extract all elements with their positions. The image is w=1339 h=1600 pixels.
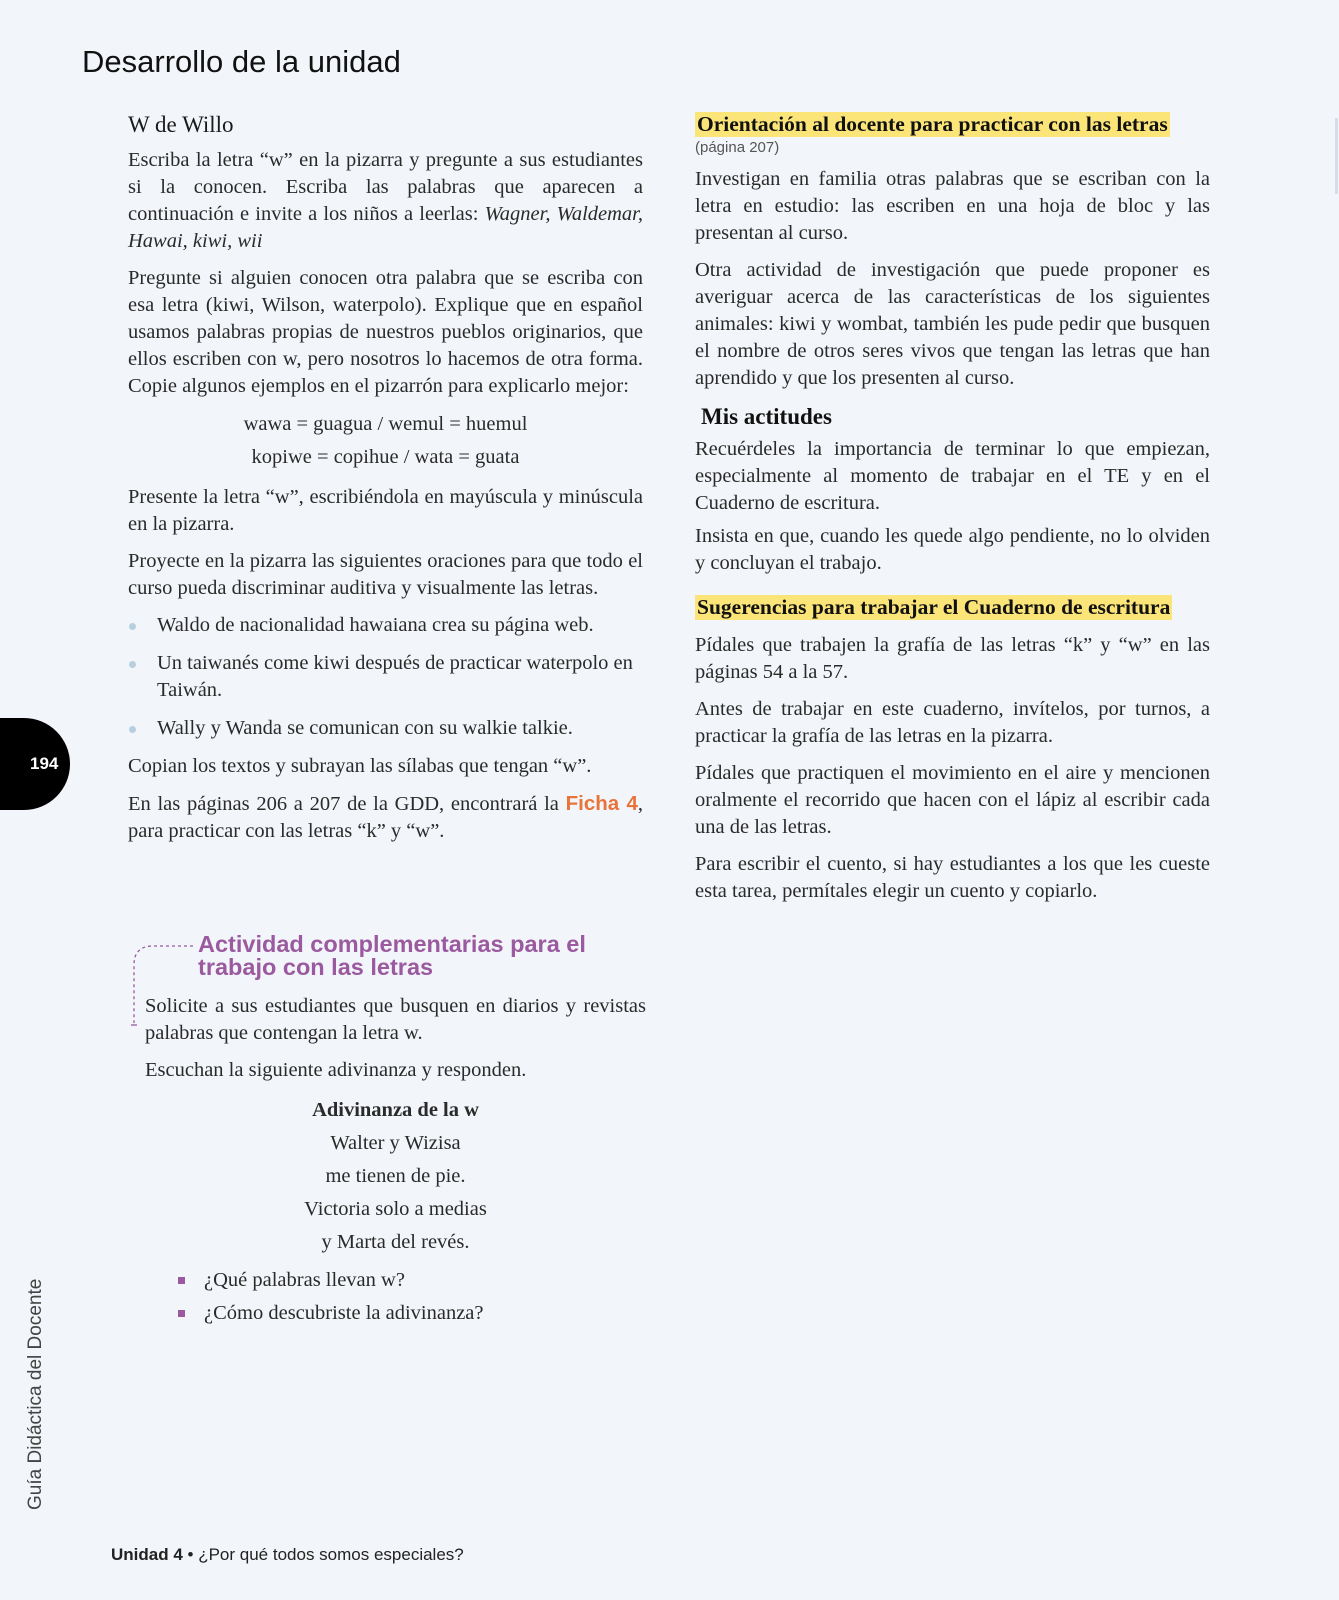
footer-separator: • xyxy=(182,1545,199,1564)
riddle-line: Victoria solo a medias xyxy=(304,1198,487,1220)
complementary-title-line-2: trabajo con las letras xyxy=(198,954,434,980)
paragraph-solicite: Solicite a sus estudiantes que busquen en diarios y revistas palabras que contengan la letra w. xyxy=(145,995,646,1044)
list-item: Wally y Wanda se comunican con su walkie talkie. xyxy=(128,715,643,742)
paragraph-ficha xyxy=(128,790,643,845)
paragraph-pidales-movimiento: Pídales que practiquen el movimiento en el aire y mencionen oralmente el recorrido que hacen con el lápiz al escribir cada una de las letras. xyxy=(695,762,1210,838)
paragraph-intro-text: Escriba la letra “w” en la pizarra y pregunte a sus estudiantes si la conocen. Escriba las palabras que aparecen a continuación e invite a los niños a leerlas: xyxy=(128,149,643,225)
heading-mis-actitudes: Mis actitudes xyxy=(701,404,832,429)
riddle-line: Walter y Wizisa xyxy=(330,1132,461,1154)
page-number: 194 xyxy=(30,754,59,773)
dashed-bracket-decoration xyxy=(131,943,193,1027)
sentence-list xyxy=(128,612,643,742)
complementary-body xyxy=(145,993,646,1084)
riddle-line: me tienen de pie. xyxy=(325,1165,466,1187)
riddle xyxy=(145,1094,646,1259)
paragraph-cuento: Para escribir el cuento, si hay estudiantes a los que les cueste esta tarea, permítales elegir un cuento y copiarlo. xyxy=(695,853,1210,902)
list-item: ¿Qué palabras llevan w? xyxy=(176,1267,646,1294)
paragraph-antes: Antes de trabajar en este cuaderno, invítelos, por turnos, a practicar la grafía de las letras en la pizarra. xyxy=(695,698,1210,747)
highlighted-heading-sugerencias: Sugerencias para trabajar el Cuaderno de escritura xyxy=(697,595,1171,619)
section-heading-w-de-willo: W de Willo xyxy=(128,112,234,137)
heading-sugerencias xyxy=(695,595,1210,620)
heading-orientacion xyxy=(695,112,1210,137)
complementary-title xyxy=(198,933,646,979)
paragraph-copian: Copian los textos y subrayan las sílabas que tengan “w”. xyxy=(128,755,592,777)
paragraph-proyecte: Proyecte en la pizarra las siguientes oraciones para que todo el curso pueda discriminar auditiva y visualmente las letras. xyxy=(128,550,643,599)
paragraph-pueblos: Pregunte si alguien conocen otra palabra que se escriba con esa letra (kiwi, Wilson, waterpolo). Explique que en español usamos palabras propias de nuestros pueblos originarios, que ellos escriben con w, pero nosotros lo hacemos de otra forma. Copie algunos ejemplos en el pizarrón para explicarlo mejor: xyxy=(128,267,643,397)
paragraph-recuerdeles: Recuérdeles la importancia de terminar lo que empiezan, especialmente al momento de trabajar en el TE y en el Cuaderno de escritura. xyxy=(695,438,1210,514)
paragraph-presente: Presente la letra “w”, escribiéndola en mayúscula y minúscula en la pizarra. xyxy=(128,486,643,535)
highlighted-heading-orientacion: Orientación al docente para practicar con las letras xyxy=(697,112,1168,136)
page-reference-note: (página 207) xyxy=(695,139,780,156)
paragraph-ficha-text-a: En las páginas 206 a 207 de la GDD, encontrará la xyxy=(128,793,566,815)
scrollbar-indicator[interactable] xyxy=(1335,118,1338,194)
paragraph-pidales-grafia: Pídales que trabajen la grafía de las letras “k” y “w” en las páginas 54 a la 57. xyxy=(695,634,1210,683)
paragraph-intro-examples: Wagner, Waldemar, Hawai, kiwi, wii xyxy=(128,203,644,252)
side-label: Guía Didáctica del Docente xyxy=(25,1278,46,1510)
list-item: Un taiwanés come kiwi después de practicar waterpolo en Taiwán. xyxy=(128,650,643,704)
riddle-title: Adivinanza de la w xyxy=(312,1099,479,1121)
paragraph-insista: Insista en que, cuando les quede algo pendiente, no lo olviden y concluyan el trabajo. xyxy=(695,525,1210,574)
question-list xyxy=(176,1267,646,1327)
list-item: ¿Cómo descubriste la adivinanza? xyxy=(176,1300,646,1327)
footer xyxy=(111,1545,464,1565)
equivalence-line-2: kopiwe = copihue / wata = guata xyxy=(251,446,520,468)
right-column xyxy=(695,112,1210,915)
paragraph-ficha-text-b: , para practicar con las letras “k” y “w”. xyxy=(128,793,643,842)
paragraph-intro xyxy=(128,147,643,255)
paragraph-investigacion: Otra actividad de investigación que puede proponer es averiguar acerca de las características de los siguientes animales: kiwi y wombat, también les pude pedir que busquen el nombre de otros seres vivos que tengan las letras que han aprendido y que los presenten al curso. xyxy=(695,259,1210,389)
complementary-title-line-1: Actividad complementarias para el xyxy=(198,931,586,957)
list-item: Waldo de nacionalidad hawaiana crea su página web. xyxy=(128,612,643,639)
footer-unit: Unidad 4 xyxy=(111,1545,183,1564)
paragraph-escuchan: Escuchan la siguiente adivinanza y responden. xyxy=(145,1059,527,1081)
page-title: Desarrollo de la unidad xyxy=(82,44,401,79)
equivalence-line-1: wawa = guagua / wemul = huemul xyxy=(243,413,528,435)
left-column xyxy=(128,112,643,855)
footer-title: ¿Por qué todos somos especiales? xyxy=(198,1545,464,1564)
riddle-line: y Marta del revés. xyxy=(321,1231,470,1253)
ficha-link[interactable]: Ficha 4 xyxy=(565,792,638,815)
paragraph-investigan: Investigan en familia otras palabras que se escriban con la letra en estudio: las escriben en una hoja de bloc y las presentan al curso. xyxy=(695,168,1210,244)
complementary-activity-box xyxy=(128,933,646,1333)
